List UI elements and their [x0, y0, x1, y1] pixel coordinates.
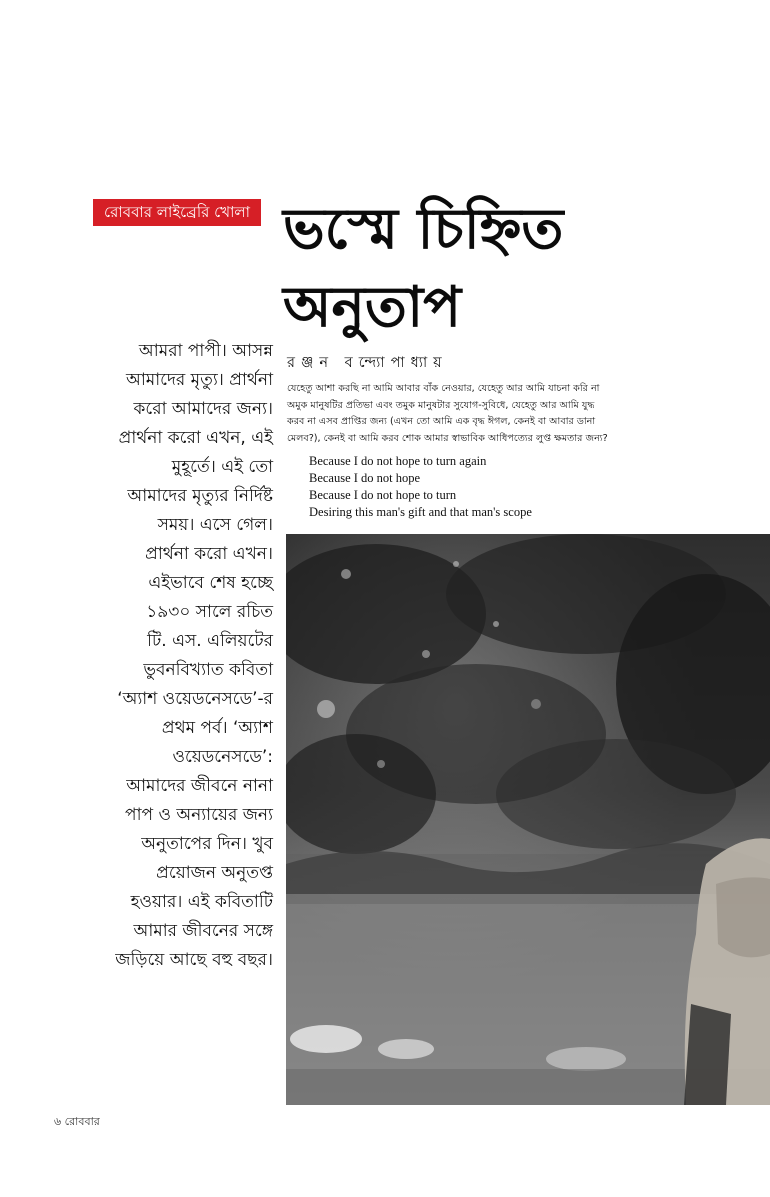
intro-line: আমাদের মৃত্যুর নির্দিষ্ট	[127, 486, 273, 506]
intro-line: ১৯৩০ সালে রচিত	[146, 602, 273, 622]
section-badge: রোববার লাইব্রেরি খোলা	[93, 199, 261, 226]
intro-line: টি. এস. এলিয়টের	[147, 631, 273, 651]
body-line: অমুক মানুষটির প্রতিভা এবং তমুক মানুষটার সুযোগ-সুবিধে, যেহেতু আর আমি যুদ্ধ	[287, 399, 595, 411]
article-photo	[286, 534, 770, 1105]
intro-column	[93, 337, 273, 975]
intro-line: সময়। এসে গেল।	[157, 515, 273, 535]
poem-line: Because I do not hope to turn again	[309, 454, 487, 468]
intro-line: পাপ ও অন্যায়ের জন্য	[125, 805, 273, 825]
title-line-2: অনুতাপ	[283, 274, 462, 340]
article-title	[283, 190, 763, 346]
intro-line: এইভাবে শেষ হচ্ছে	[148, 573, 273, 593]
body-line: মেলব?), কেনই বা আমি করব শোক আমার স্বাভাবিক আধিপত্যের লুপ্ত ক্ষমতার জন্য?	[287, 432, 608, 444]
intro-line: আমার জীবনের সঙ্গে	[133, 921, 273, 941]
poem-quote	[309, 453, 532, 521]
poem-line: Desiring this man's gift and that man's scope	[309, 505, 532, 519]
author-byline: রঞ্জন বন্দ্যোপাধ্যায়	[287, 355, 448, 371]
intro-line: প্রার্থনা করো এখন।	[145, 544, 273, 564]
title-line-1: ভস্মে চিহ্নিত	[283, 196, 564, 262]
intro-line: অনুতাপের দিন। খুব	[141, 834, 273, 854]
page-folio: ৬ রোববার	[54, 1115, 100, 1128]
body-line: করব না এসব প্রাপ্তির জন্য (এখন তো আমি এক বৃদ্ধ ঈগল, কেনই বা আবার ডানা	[287, 416, 596, 427]
intro-line: হওয়ার। এই কবিতাটি	[130, 892, 273, 912]
intro-line: আমরা পাপী। আসন্ন	[138, 341, 273, 361]
photo-illustration	[286, 534, 770, 1105]
intro-line: আমাদের মৃত্যু। প্রার্থনা	[125, 370, 273, 390]
poem-line: Because I do not hope to turn	[309, 488, 457, 502]
intro-line: জড়িয়ে আছে বহু বছর।	[115, 950, 273, 970]
intro-line: ‘অ্যাশ ওয়েডনেসডে’-র	[117, 689, 273, 709]
body-line: যেহেতু আশা করছি না আমি আবার বাঁক নেওয়ার, যেহেতু আর আমি যাচনা করি না	[287, 383, 600, 394]
intro-line: প্রয়োজন অনুতপ্ত	[156, 863, 273, 883]
intro-line: ভুবনবিখ্যাত কবিতা	[143, 660, 273, 680]
intro-line: প্রথম পর্ব। ‘অ্যাশ	[161, 718, 273, 738]
poem-line: Because I do not hope	[309, 471, 421, 485]
body-paragraph	[287, 381, 763, 447]
intro-line: মুহূর্তে। এই তো	[171, 457, 273, 477]
intro-line: করো আমাদের জন্য।	[133, 399, 273, 419]
intro-line: প্রার্থনা করো এখন, এই	[118, 428, 273, 448]
intro-line: ওয়েডনেসডে’:	[172, 747, 273, 767]
intro-line: আমাদের জীবনে নানা	[126, 776, 273, 796]
